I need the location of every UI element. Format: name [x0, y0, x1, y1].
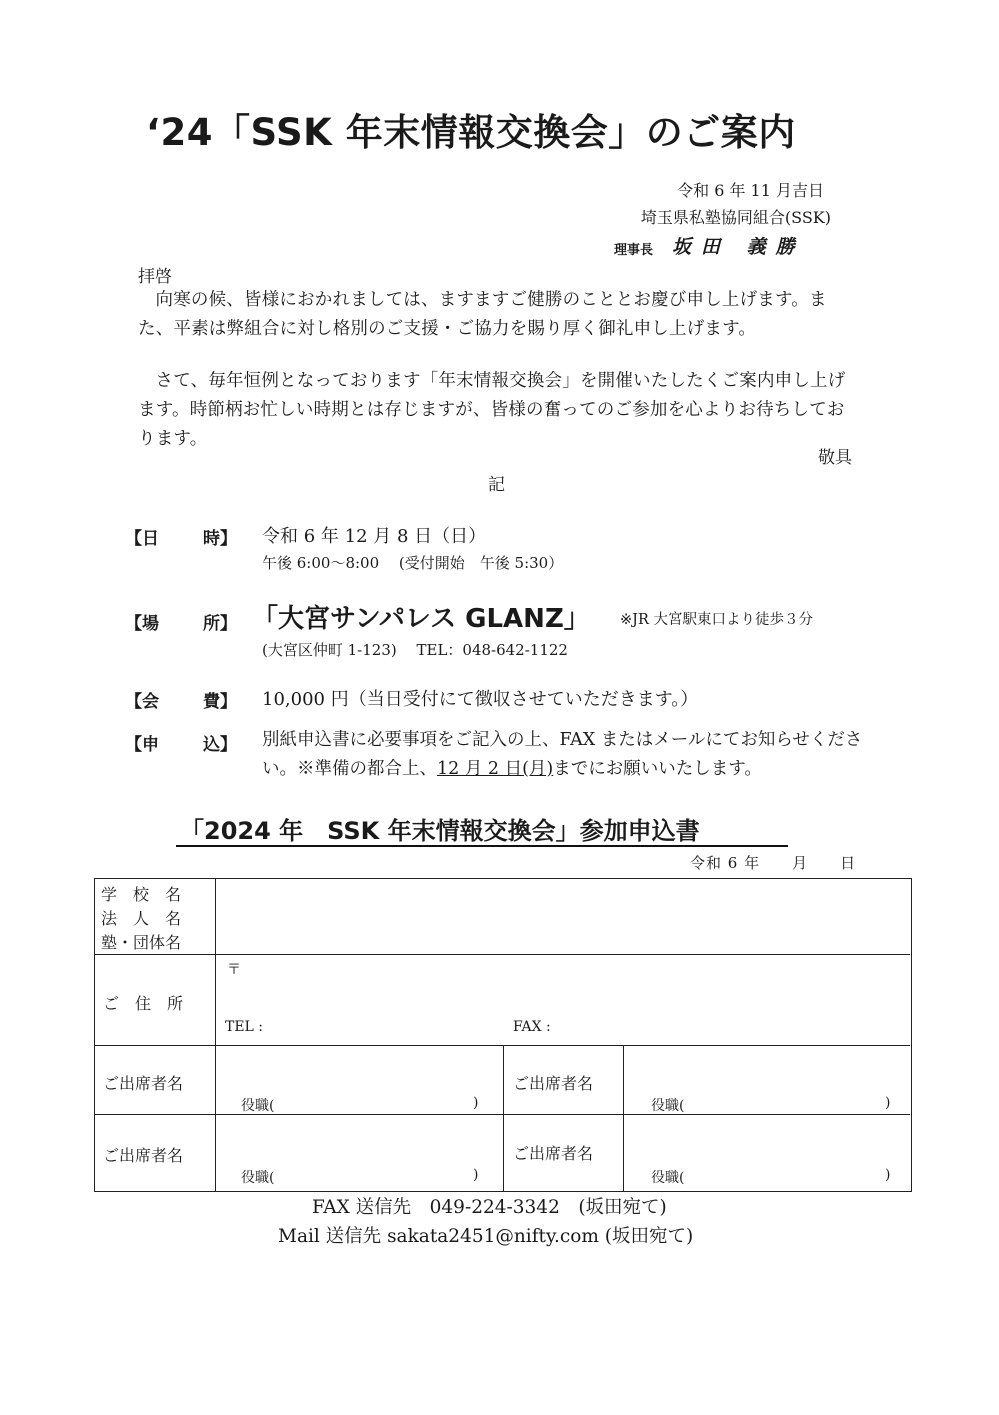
address-field[interactable]: [245, 957, 905, 1013]
application-label-close: 込】: [203, 735, 237, 755]
attendee-label: ご出席者名: [103, 1146, 184, 1165]
event-date: 令和 6 年 12 月 8 日（日）: [262, 526, 487, 547]
tel-label: TEL :: [225, 1019, 264, 1035]
fee-label-open: 【会: [125, 692, 159, 712]
ki-heading: 記: [488, 475, 505, 495]
label-column-divider: [215, 879, 216, 1191]
venue-address: (大宮区仲町 1-123) TEL：048-642-1122: [262, 641, 568, 659]
venue-label: [125, 609, 237, 634]
application-text-before: 別紙申込書に必要事項をご記入の上、FAX またはメールにてお知らせください。※準備の都合上、: [262, 730, 863, 779]
application-text-after: までにお願いいたします。: [553, 759, 762, 779]
venue-name: 「大宮サンパレス GLANZ」: [252, 604, 590, 634]
fax-label: FAX :: [513, 1019, 551, 1035]
issue-date: 令和 6 年 11 月吉日: [677, 181, 824, 200]
school-name-label: 学 校 名: [101, 885, 182, 904]
event-time: 午後 6:00～8:00 (受付開始 午後 5:30）: [262, 554, 564, 572]
position-label: 役職(: [651, 1098, 685, 1114]
position-close: ): [885, 1095, 891, 1111]
document-title: ‘24「SSK 年末情報交換会」のご案内: [146, 111, 796, 154]
position-close: ): [885, 1167, 891, 1183]
form-title-underline: [176, 845, 788, 847]
position-close: ): [473, 1095, 479, 1111]
venue-access-note: ※JR 大宮駅東口より徒歩３分: [620, 612, 813, 628]
fee-value: 10,000 円（当日受付にて徴収させていただきます。）: [262, 689, 699, 710]
mail-destination: Mail 送信先 sakata2451@nifty.com (坂田宛て): [278, 1226, 694, 1247]
datetime-label-open: 【日: [125, 529, 159, 549]
form-title: 「2024 年 SSK 年末情報交換会」参加申込書: [180, 817, 700, 845]
application-label-open: 【申: [125, 735, 159, 755]
president-role: 理事長: [614, 243, 654, 258]
application-form-table: [94, 878, 912, 1192]
organization-name-label: 塾・団体名: [101, 933, 182, 952]
attendee-column-divider: [503, 1045, 504, 1191]
fee-label-close: 費】: [203, 692, 237, 712]
fee-label: [125, 687, 237, 712]
letter-opening: 拝啓: [138, 267, 172, 287]
school-name-field[interactable]: [217, 881, 907, 952]
venue-label-open: 【場: [125, 614, 159, 634]
postal-mark: 〒: [227, 962, 241, 978]
attendee-label: ご出席者名: [513, 1074, 594, 1093]
attendee-label: ご出席者名: [103, 1074, 184, 1093]
organization-name: 埼玉県私塾協同組合(SSK): [640, 208, 831, 227]
corporation-name-label: 法 人 名: [101, 909, 182, 928]
address-label: ご 住 所: [103, 994, 184, 1013]
datetime-label-close: 時】: [203, 529, 237, 549]
position-label: 役職(: [241, 1170, 275, 1186]
letter-closing: 敬具: [818, 448, 852, 468]
position-label: 役職(: [241, 1098, 275, 1114]
attendee-label: ご出席者名: [513, 1144, 594, 1163]
venue-label-close: 所】: [203, 614, 237, 634]
letter-paragraph-2: さて、毎年恒例となっております「年末情報交換会」を開催いたしたくご案内申し上げます。時節柄お忙しい時期とは存じますが、皆様の奮ってのご参加を心よりお待ちしております。: [138, 371, 846, 449]
application-text: [262, 726, 892, 784]
application-label: [125, 730, 237, 755]
position-label: 役職(: [651, 1170, 685, 1186]
application-deadline: 12 月 2 日(月): [437, 759, 554, 779]
form-date-line: 令和 6 年 月 日: [690, 854, 857, 872]
position-close: ): [473, 1167, 479, 1183]
letter-paragraph-1: 向寒の候、皆様におかれましては、ますますご健勝のこととお慶び申し上げます。また、平素は弊組合に対し格別のご支援・ご協力を賜り厚く御礼申し上げます。: [138, 290, 827, 339]
president-name: 坂田 義勝: [672, 236, 805, 258]
datetime-label: [125, 524, 237, 549]
attendee-column-divider: [623, 1045, 624, 1191]
row-divider: [95, 954, 910, 955]
school-name-labels: [101, 883, 209, 955]
fax-destination: FAX 送信先 049-224-3342 (坂田宛て): [312, 1197, 667, 1218]
